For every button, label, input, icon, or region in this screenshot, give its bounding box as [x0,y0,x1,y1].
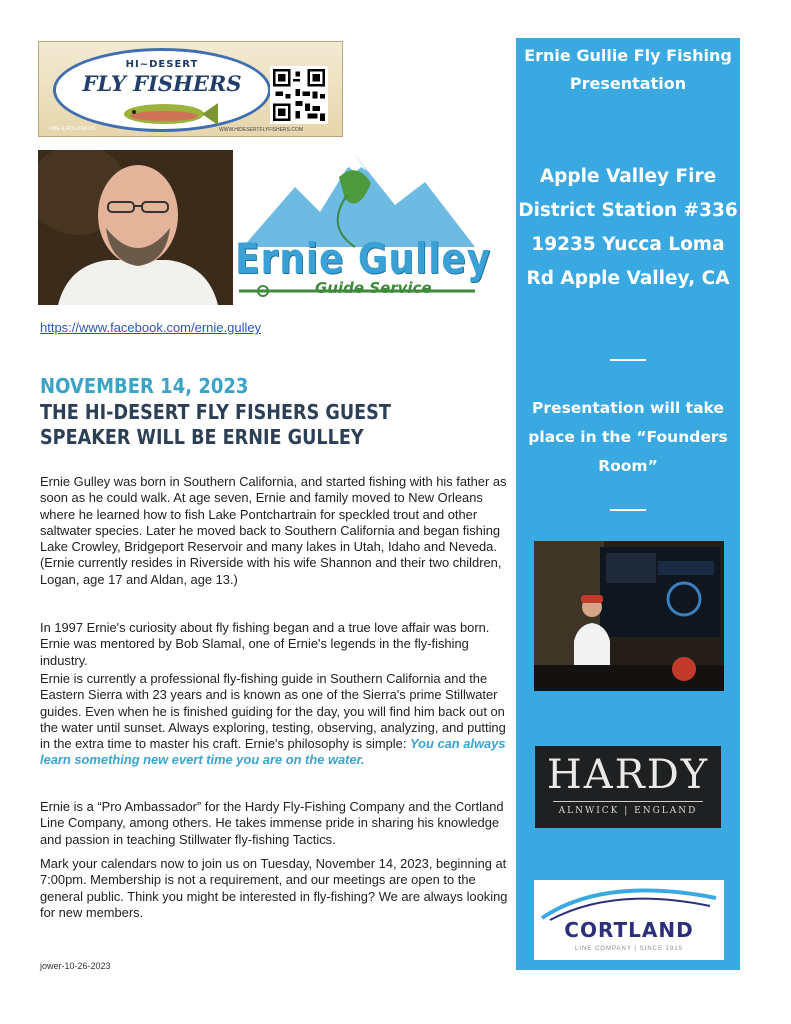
presentation-photo [534,541,724,691]
sidebar-room-note: Presentation will take place in the “Founders Room” [528,399,728,475]
event-sidebar [516,38,740,970]
club-logo-oval [53,48,271,132]
event-title-heading: THE HI-DESERT FLY FISHERS GUEST SPEAKER WILL BE ERNIE GULLEY [40,400,391,449]
cortland-logo-subtitle: LINE COMPANY | SINCE 1915 [574,946,684,952]
trout-icon [114,99,218,129]
speaker-portrait-photo [38,150,233,305]
bio-paragraph-3 [40,671,508,769]
bio-paragraph-4: Ernie is a “Pro Ambassador” for the Hardy Fly-Fishing Company and the Cortland Line Company, among others. He takes immense pride in sharing his knowledge and passion in teaching Stillwater fly-fishing Tactics. [40,799,504,847]
club-logo-top-text: HI~DESERT [125,59,199,70]
event-details-paragraph: Mark your calendars now to join us on Tuesday, November 14, 2023, beginning at 7:00pm. Membership is not a requirement, and our meetings are open to the general public. Think you might be interested in fly-fishing? We are always looking for new members. [40,856,508,920]
sidebar-divider [610,509,646,511]
bio-paragraph-1: Ernie Gulley was born in Southern California, and started fishing with his father as soon as he could walk. At age seven, Ernie and family moved to New Orleans where he learned how to fish Lake Pontchartrain for speckled trout and other saltwater species. Later he moved back to Southern California and began fishing Lake Crowley, Bridgeport Reservoir and many lakes in Utah, Idaho and Neveda. (Ernie currently resides in Riverside with his wife Shannon and their two children, Logan, age 17 and Aldan, age 13.) [40,474,507,587]
bio-paragraph-3-text: Ernie is currently a professional fly-fishing guide in Southern California and the Eastern Sierra with 23 years and is known as one of the Sierra's prime Stillwater guides. Even when he is finished guiding for the day, you will find him back out on the water until sunset. Always exploring, testing, observing, analyzing, and putting in the extra time to master his craft. Ernie's philosophy is simple: [40,671,506,752]
hardy-logo-name: HARDY [546,752,710,798]
sidebar-title: Ernie Gullie Fly Fishing Presentation [524,46,732,93]
sidebar-divider [610,359,646,361]
sidebar-venue: Apple Valley Fire District Station #336 19235 Yucca Loma Rd Apple Valley, CA [518,166,738,289]
guide-logo-name: Ernie Gulley [235,234,492,283]
philosophy-quote: You can always learn something new evert time you are on the water. [40,736,506,768]
club-url-text: WWW.HIDESERTFLYFISHERS.COM [219,127,303,133]
facebook-link[interactable]: https://www.facebook.com/ernie.gulley [40,320,262,335]
guide-logo-subtitle: Guide Service [315,279,432,297]
qr-code-icon[interactable] [270,66,328,124]
bio-paragraph-2: In 1997 Ernie's curiosity about fly fishing began and a true love affair was born. Ernie was mentored by Bob Slamal, one of Ernie's legends in the fly-fishing industry. [40,620,490,668]
club-logo-name: FLY FISHERS [82,71,242,96]
club-logo [38,41,343,137]
cortland-sponsor-logo [534,880,724,960]
hardy-sponsor-logo [535,746,721,828]
club-social-text: LIKE & FOLLOW US [49,126,96,132]
event-date-heading: NOVEMBER 14, 2023 [40,374,249,398]
cortland-logo-name: CORTLAND [564,918,694,942]
fly-rod-icon [235,283,480,297]
document-code: jower-10-26-2023 [40,961,111,971]
hardy-logo-rule [553,801,703,802]
hardy-logo-subtitle: ALNWICK | ENGLAND [558,806,698,816]
guide-service-logo [235,147,492,307]
